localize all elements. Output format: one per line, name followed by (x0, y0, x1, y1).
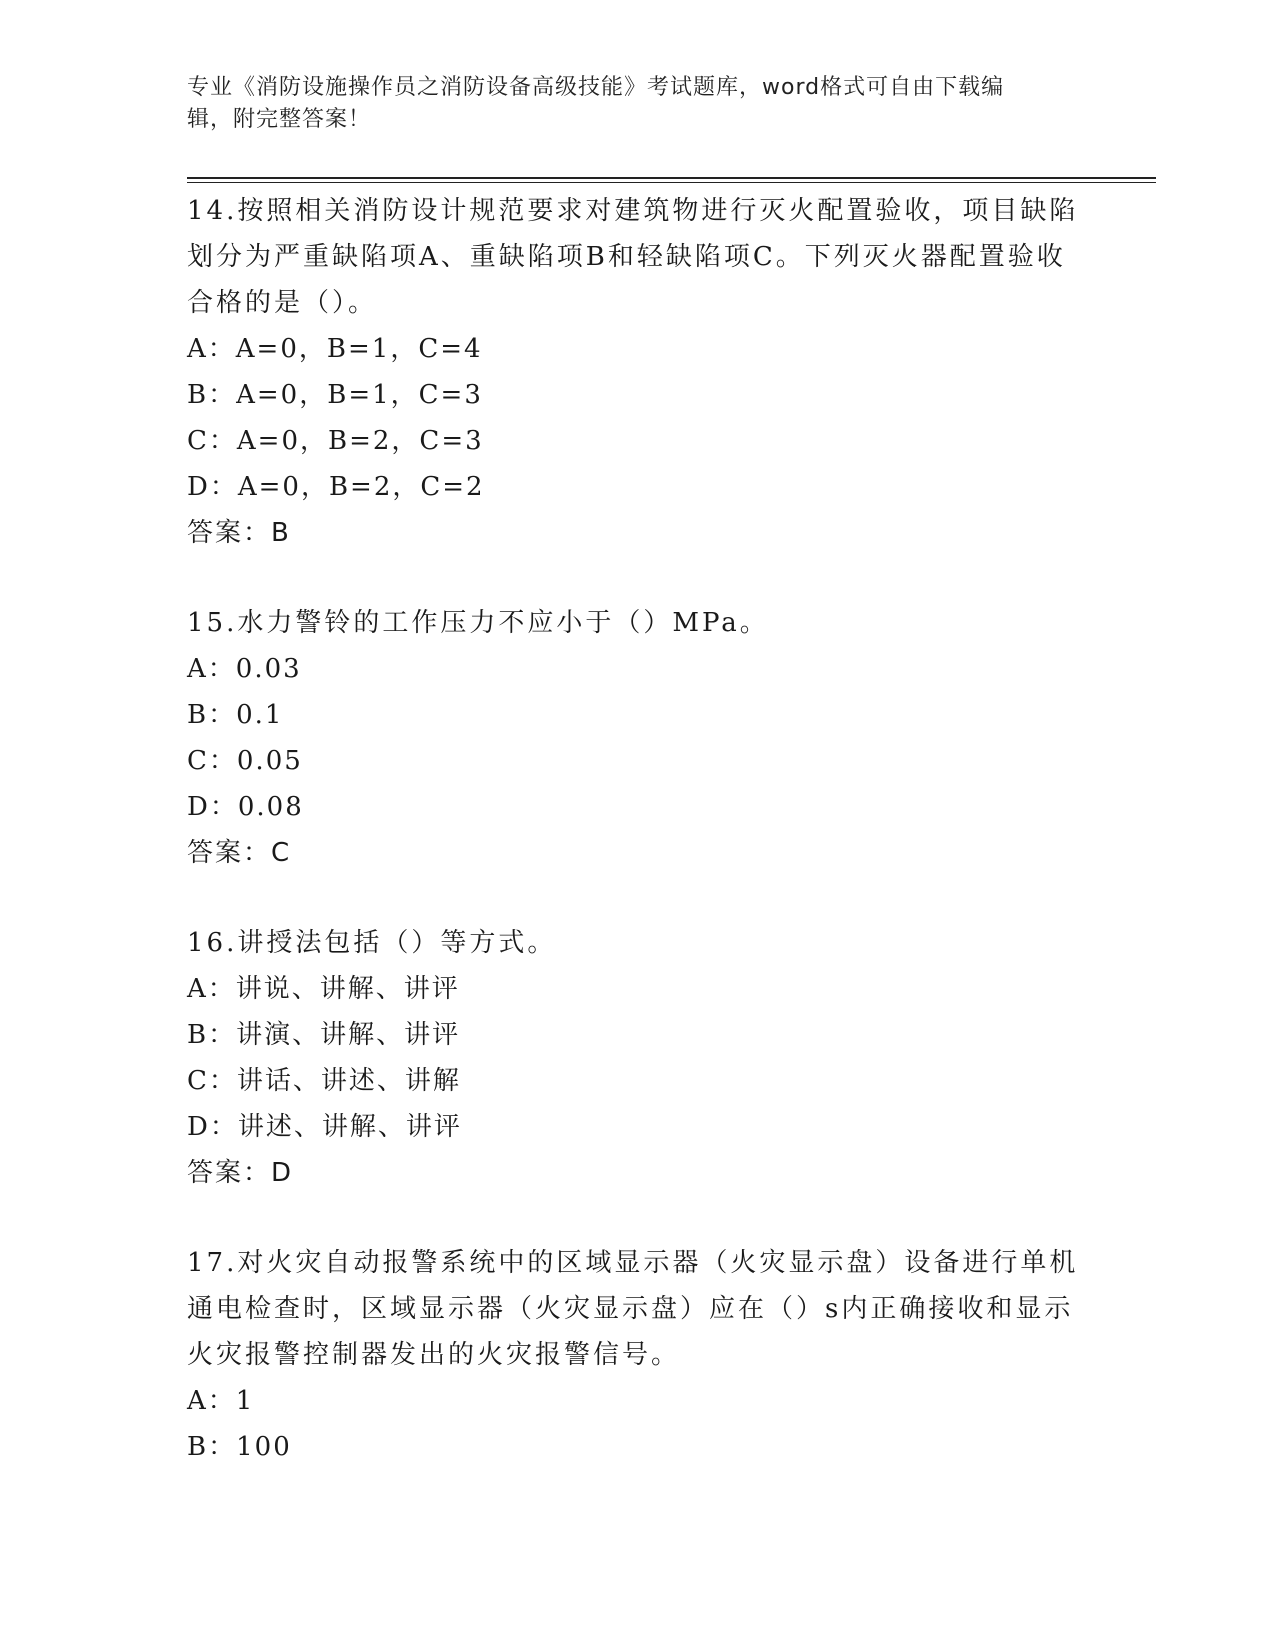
question-15 (187, 600, 1087, 876)
header-divider-thick (187, 177, 1156, 179)
answer-line: 答案：C (187, 838, 292, 868)
option-c: C：讲话、讲述、讲解 (187, 1066, 461, 1096)
header-divider-thin (187, 182, 1156, 183)
question-stem: 15.水力警铃的工作压力不应小于（）MPa。 (187, 608, 769, 638)
option-d: D：0.08 (187, 792, 304, 822)
question-14 (187, 188, 1087, 556)
question-list (187, 188, 1087, 1514)
question-17 (187, 1240, 1087, 1470)
option-c: C：A=0，B=2，C=3 (187, 426, 484, 456)
option-a: A：A=0，B=1，C=4 (187, 334, 483, 364)
option-a: A：0.03 (187, 654, 302, 684)
option-a: A：讲说、讲解、讲评 (187, 974, 460, 1004)
answer-line: 答案：D (187, 1158, 294, 1188)
option-d: D：A=0，B=2，C=2 (187, 472, 485, 502)
option-a: A：1 (187, 1386, 255, 1416)
option-d: D：讲述、讲解、讲评 (187, 1112, 462, 1142)
option-b: B：A=0，B=1，C=3 (187, 380, 483, 410)
option-b: B：讲演、讲解、讲评 (187, 1020, 461, 1050)
header-line-1: 专业《消防设施操作员之消防设备高级技能》考试题库，word格式可自由下载编 (187, 75, 1005, 100)
header-line-2: 辑，附完整答案！ (187, 107, 372, 132)
option-b: B：100 (187, 1432, 292, 1462)
question-stem: 17.对火灾自动报警系统中的区域显示器（火灾显示盘）设备进行单机通电检查时，区域显示器（火灾显示盘）应在（）s内正确接收和显示火灾报警控制器发出的火灾报警信号。 (187, 1248, 1079, 1370)
answer-line: 答案：B (187, 518, 291, 548)
option-b: B：0.1 (187, 700, 284, 730)
question-16 (187, 920, 1087, 1196)
option-c: C：0.05 (187, 746, 303, 776)
question-stem: 14.按照相关消防设计规范要求对建筑物进行灭火配置验收，项目缺陷划分为严重缺陷项A、重缺陷项B和轻缺陷项C。下列灭火器配置验收合格的是（）。 (187, 196, 1079, 318)
question-stem: 16.讲授法包括（）等方式。 (187, 928, 557, 958)
document-header (187, 72, 1087, 136)
